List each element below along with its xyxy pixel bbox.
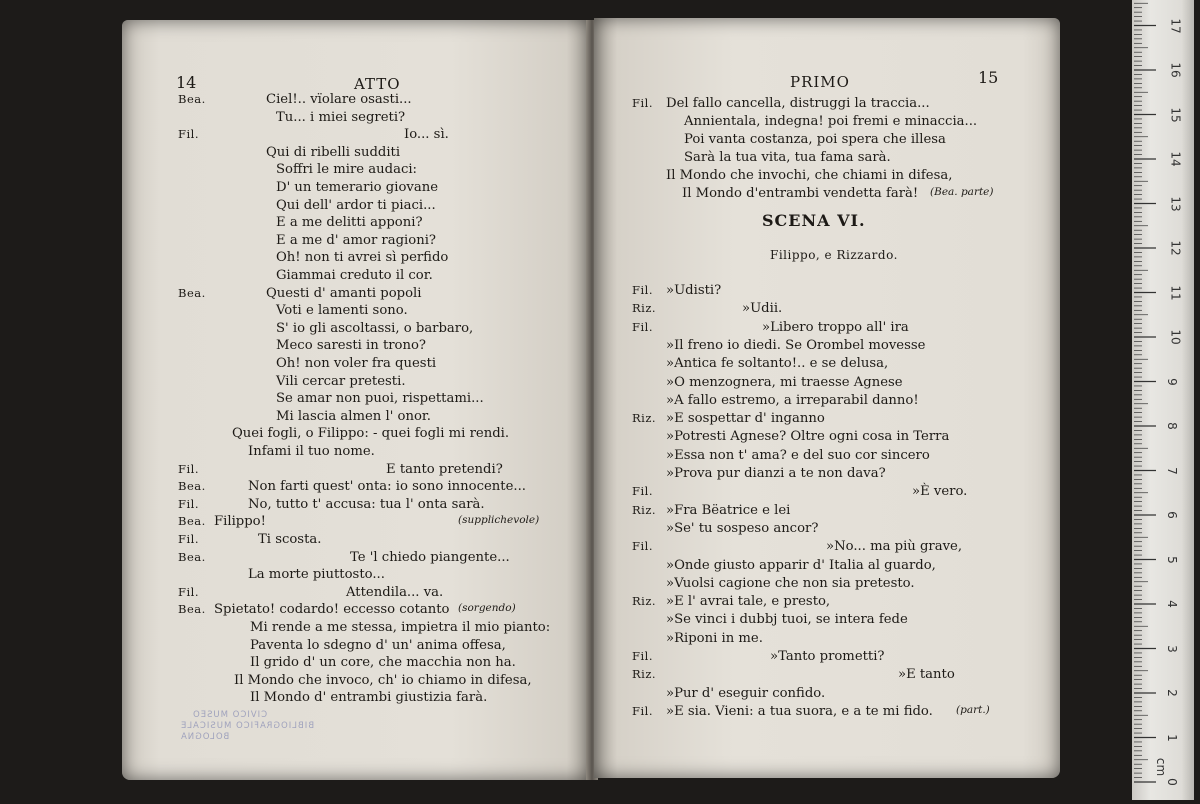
verse-line: Poi vanta costanza, poi spera che illesa [684,132,946,147]
verse-line: »Il freno io diedi. Se Orombel movesse [666,337,926,353]
ruler-number: 17 [1168,17,1183,34]
verse-line: Qui di ribelli sudditi [266,144,401,160]
speaker-label: Bea. [178,479,206,494]
verse-line: La morte piuttosto... [248,567,385,583]
speaker-label: Bea. [178,92,206,106]
verse-line: Il Mondo d'entrambi vendetta farà! [682,186,919,201]
verse-line: »E l' avrai tale, e presto, [666,594,831,610]
speaker-label: Bea. [178,549,206,564]
verse-line: »Riponi in me. [666,630,763,646]
verse-line: Vili cercar pretesti. [276,373,406,389]
page-number: 15 [978,68,999,87]
verse-line: E a me delitti apponi? [276,215,423,231]
verse-line: Te 'l chiedo piangente... [350,549,510,565]
verse-line: Ti scosta. [258,532,322,547]
running-head: ATTO [354,75,401,93]
ruler-number: 0 [1164,778,1179,786]
library-stamp-line: BOLOGNA [180,732,230,742]
speaker-label: Fil. [632,96,653,110]
verse-line: Il Mondo che invoco, ch' io chiamo in difesa, [234,672,532,688]
ruler-ticks [1132,0,1194,800]
page-number: 14 [176,73,197,92]
verse-line: »È vero. [912,484,968,500]
ruler-number: 2 [1164,689,1179,697]
stage-direction: (sorgendo) [458,602,516,615]
verse-line: »No... ma più grave, [826,539,963,555]
verse-line: Se amar non puoi, rispettami... [276,391,484,407]
verse-line: Infami il tuo nome. [248,444,375,459]
scene-persons: Filippo, e Rizzardo. [770,248,898,262]
verse-line: Oh! non ti avrei sì perfido [276,250,449,266]
ruler-number: 14 [1168,151,1183,167]
verse-line: »Se vinci i dubbj tuoi, se intera fede [666,612,908,628]
verse-line: »Antica fe soltanto!.. e se delusa, [666,356,889,372]
verse-line: Meco saresti in trono? [276,338,426,354]
verse-line: »Se' tu sospeso ancor? [666,520,819,536]
ruler-number: 5 [1164,555,1179,564]
verse-line: Mi rende a me stessa, impietra il mio pianto: [250,620,551,635]
verse-line: Giammai creduto il cor. [276,268,433,283]
verse-line: »E tanto [898,667,955,683]
ruler-number: 8 [1164,422,1179,430]
speaker-label: Fil. [632,283,653,297]
left-page [122,20,590,780]
speaker-label: Fil. [178,127,199,142]
verse-line: »Libero troppo all' ira [762,319,909,335]
verse-line: S' io gli ascoltassi, o barbaro, [276,320,474,336]
speaker-label: Riz. [632,667,657,682]
verse-line: Ciel!.. vïolare osasti... [266,92,412,107]
verse-line: »O menzognera, mi traesse Agnese [666,374,903,390]
measuring-ruler [1132,0,1194,800]
library-stamp-line: CIVICO MUSEO [192,710,268,720]
ruler-unit-label: cm [1154,757,1169,777]
ruler-number: 6 [1164,511,1179,519]
verse-line: Tu... i miei segreti? [276,109,406,125]
speaker-label: Fil. [632,484,653,499]
verse-line: Filippo! [214,514,266,530]
verse-line: Mi lascia almen l' onor. [276,408,431,424]
verse-line: »Prova pur dianzi a te non dava? [666,466,886,481]
verse-line: »Potresti Agnese? Oltre ogni cosa in Terra [666,429,950,445]
verse-line: Non farti quest' onta: io sono innocente... [248,479,526,495]
library-stamp-line: BIBLIOGRAFICO MUSICALE [180,721,315,731]
speaker-label: Fil. [178,496,199,511]
verse-line: »Pur d' eseguir confido. [666,685,826,701]
verse-line: »Onde giusto apparir d' Italia al guardo, [666,557,936,573]
verse-line: Oh! non voler fra questi [276,356,437,371]
verse-line: »Udisti? [666,283,722,298]
stage-direction: (Bea. parte) [930,186,994,198]
verse-line: E a me d' amor ragioni? [276,232,436,248]
verse-line: »Vuolsi cagione che non sia pretesto. [666,575,915,591]
ruler-number: 9 [1164,377,1179,386]
scene-title: SCENA VI. [762,211,866,230]
verse-line: Spietato! codardo! eccesso cotanto [214,602,450,618]
speaker-label: Bea. [178,514,206,529]
right-page [594,18,1060,778]
verse-line: Sarà la tua vita, tua fama sarà. [684,150,891,165]
verse-line: Quei fogli, o Filippo: - quei fogli mi rendi. [232,426,510,442]
verse-line: Io... sì. [404,127,449,143]
verse-line: »E sia. Vieni: a tua suora, e a te mi fido. [666,703,933,719]
ruler-number: 13 [1168,195,1183,212]
ruler-number: 1 [1164,733,1179,742]
verse-line: Paventa lo sdegno d' un' anima offesa, [250,637,506,653]
speaker-label: Riz. [632,594,657,609]
verse-line: Voti e lamenti sono. [276,303,408,319]
ruler-number: 15 [1168,106,1183,123]
verse-line: »A fallo estremo, a irreparabil danno! [666,392,919,408]
ruler-number: 11 [1168,284,1183,301]
ruler-number: 12 [1168,240,1183,256]
ruler-number: 16 [1168,62,1183,78]
verse-line: »Fra Bëatrice e lei [666,502,791,518]
verse-line: Del fallo cancella, distruggi la traccia... [666,96,930,111]
speaker-label: Fil. [632,649,653,663]
verse-line: »E sospettar d' inganno [666,411,825,427]
ruler-number: 7 [1164,466,1179,475]
verse-line: »Essa non t' ama? e del suo cor sincero [666,447,930,463]
stage-direction: (supplichevole) [458,514,540,527]
speaker-label: Fil. [632,319,653,334]
verse-line: Soffri le mire audaci: [276,162,417,178]
verse-line: E tanto pretendi? [386,461,503,477]
verse-line: D' un temerario giovane [276,180,439,195]
speaker-label: Fil. [178,461,199,476]
verse-line: »Tanto prometti? [770,649,885,664]
speaker-label: Riz. [632,301,657,316]
speaker-label: Fil. [178,584,199,599]
verse-line: Il Mondo d' entrambi giustizia farà. [250,690,488,706]
speaker-label: Fil. [178,532,199,546]
ruler-number: 10 [1168,329,1183,345]
verse-line: Il grido d' un core, che macchia non ha. [250,655,516,671]
ruler-number: 3 [1164,644,1179,653]
speaker-label: Fil. [632,539,653,554]
verse-line: Il Mondo che invochi, che chiami in difesa, [666,168,953,183]
speaker-label: Riz. [632,411,657,426]
running-head: PRIMO [790,73,850,91]
ruler-number: 4 [1164,600,1179,608]
speaker-label: Riz. [632,502,657,517]
speaker-label: Bea. [178,285,206,300]
verse-line: No, tutto t' accusa: tua l' onta sarà. [248,496,485,512]
verse-line: Qui dell' ardor ti piaci... [276,197,436,213]
speaker-label: Fil. [632,703,653,718]
verse-line: »Udii. [742,301,783,317]
stage-direction: (part.) [956,703,990,716]
verse-line: Annientala, indegna! poi fremi e minaccia... [684,114,978,129]
verse-line: Attendila... va. [346,584,444,600]
verse-line: Questi d' amanti popoli [266,285,422,301]
speaker-label: Bea. [178,602,206,617]
